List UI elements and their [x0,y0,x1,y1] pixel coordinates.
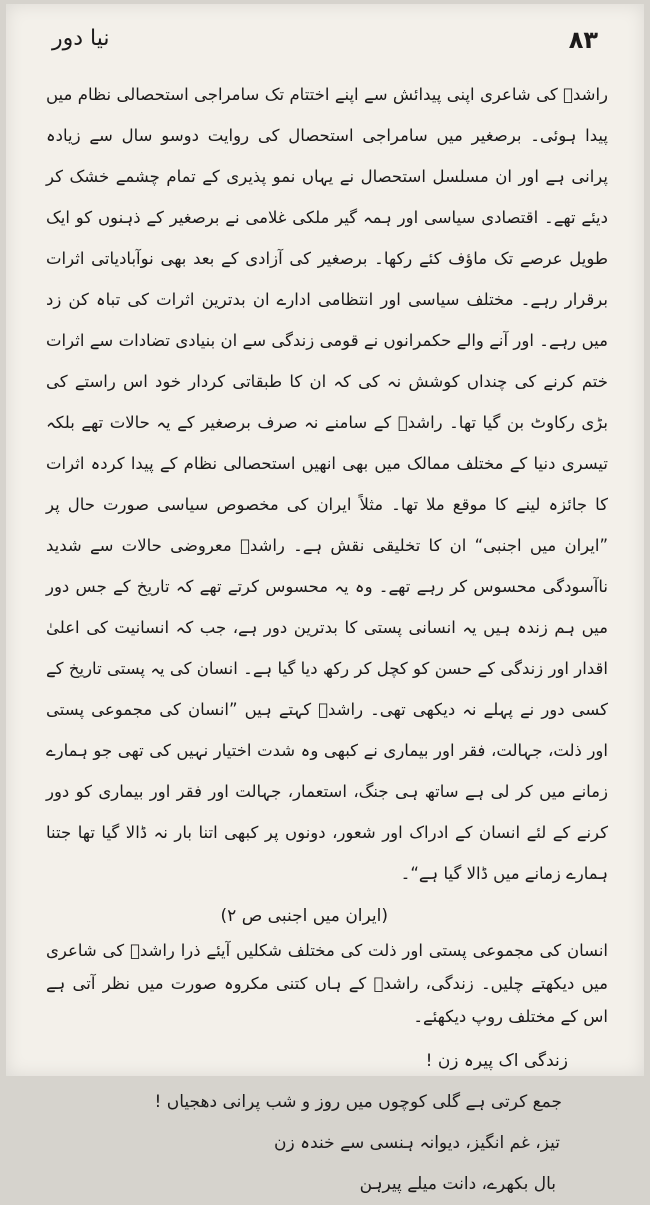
poem-line: جمع کرتی ہے گلی کوچوں میں روز و شب پرانی دھجیاں ! [154,1092,562,1112]
book-page [6,4,644,1194]
paragraph: انسان کی مجموعی پستی اور ذلت کی مختلف شکلیں آیئے ذرا راشدؔ کی شاعری میں دیکھتے چلیں۔ زندگی، راشدؔ کے ہاں کتنی مکروہ صورت میں نظر آتی ہے اس کے مختلف روپ دیکھئے۔ [46,941,608,1026]
poem [46,1041,608,1205]
poem-line: بال بکھرے، دانت میلے پیرہن [359,1174,556,1194]
poem-line: زندگی اک پیرہ زن ! [425,1051,568,1071]
citation: (ایران میں اجنبی ص ۲) [220,906,388,926]
running-title: نیا دور [52,26,110,51]
body-text [46,74,608,1205]
paragraph: راشدؔ کی شاعری اپنی پیدائش سے اپنے اختتام تک سامراجی استحصالی نظام میں پیدا ہوئی۔ برصغیر میں سامراجی استحصال کی روایت دوسو سال سے زیادہ پرانی ہے اور ان مسلسل استحصال نے یہاں نمو پذیری کے تمام چشمے خشک کر دیئے تھے۔ اقتصادی سیاسی اور ہمہ گیر ملکی غلامی نے برصغیر کے ذہنوں کو ایک طویل عرصے تک ماؤف کئے رکھا۔ برصغیر کی آزادی کے بعد بھی نوآبادیاتی اثرات برقرار رہے۔ مختلف سیاسی اور انتظامی ادارے ان بدترین اثرات کی تباہ کن زد میں رہے۔ اور آنے والے حکمرانوں نے قومی زندگی سے ان بنیادی تضادات سے اثرات ختم کرنے کی چنداں کوشش نہ کی کہ ان کا طبقاتی کردار خود اس راستے کی بڑی رکاوٹ بن گیا تھا۔ راشدؔ کے سامنے نہ صرف برصغیر کے یہ حالات تھے بلکہ تیسری دنیا کے مختلف ممالک میں بھی انھیں استحصالی نظام کے پیدا کردہ اثرات کا جائزہ لینے کا موقع ملا تھا۔ مثلاً ایران کی مخصوص سیاسی صورت حال پر ”ایران میں اجنبی“ ان کا تخلیقی نقش ہے۔ راشدؔ معروضی حالات سے شدید ناآسودگی محسوس کر رہے تھے۔ وہ یہ محسوس کرتے تھے کہ تاریخ کے جس دور میں ہم زندہ ہیں یہ انسانی پستی کا بدترین دور ہے، جب کہ انسانیت کی اعلیٰ اقدار اور زندگی کے حسن کو کچل کر رکھ دیا گیا ہے۔ انسان کی یہ پستی تاریخ کے کسی دور نے پہلے نہ دیکھی تھی۔ راشدؔ کہتے ہیں ”انسان کی مجموعی پستی اور ذلت، جہالت، فقر اور بیماری نے کبھی وہ شدت اختیار نہیں کی تھی جو ہمارے زمانے میں کر لی ہے ساتھ ہی جنگ، استعمار، جہالت اور فقر اور بیماری کو دور کرنے کے لئے انسان کے ادراک اور شعور، دونوں پر کبھی اتنا بار نہ ڈالا گیا تھا جتنا ہمارے زمانے میں ڈالا گیا ہے“۔ [46,85,608,883]
page-header [6,26,644,66]
poem-line: تیز، غم انگیز، دیوانہ ہنسی سے خندہ زن [274,1133,560,1153]
page-number: ۸۳ [568,26,598,54]
